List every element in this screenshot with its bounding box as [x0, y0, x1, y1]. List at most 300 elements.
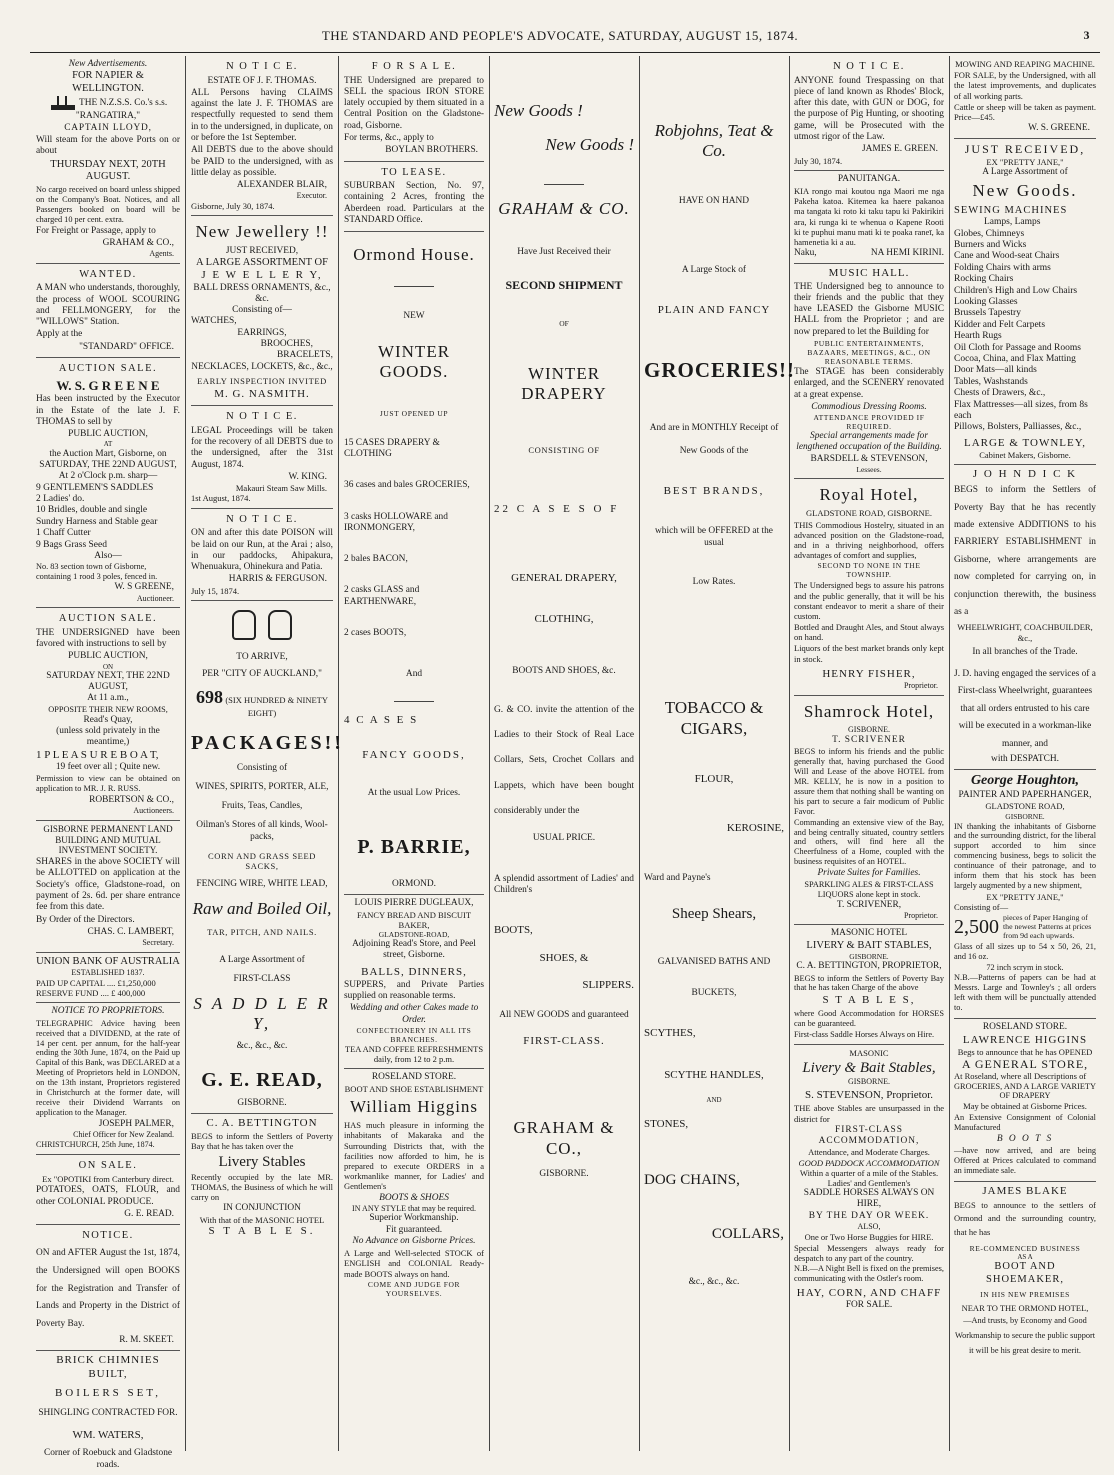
list-item: Kidder and Felt Carpets — [954, 319, 1046, 330]
ad-text: FOR SALE. — [845, 1300, 893, 1311]
ad-text: FIRST-CLASS. — [523, 1035, 605, 1048]
ad-text: RE-COMMENCED BUSINESS — [969, 1243, 1081, 1253]
ad-text: Adjoining Read's Store, and Peel street, Gisborne. — [352, 939, 476, 961]
ad-text: KEROSINE, — [726, 822, 784, 835]
ad-text: which will be OFFERED at the usual — [655, 526, 773, 548]
ad-signature: T. SCRIVENER, — [836, 899, 902, 910]
ad-text: NEAR TO THE ORMOND HOTEL, — [961, 1303, 1089, 1314]
list-item: Sundry Harness and Stable gear — [36, 516, 158, 527]
ad-title: NOTICE. — [82, 1230, 134, 1242]
ad-title: N O T I C E. — [226, 61, 298, 72]
ad-text: 1 P L E A S U R E B O A T, — [36, 748, 159, 761]
ad-text: And — [405, 669, 423, 680]
ad-text: The Undersigned begs to assure his patrons and the public generally, that it will be his constant endeavor to merit a share of their custom. — [794, 580, 944, 621]
column-6 — [790, 56, 948, 1451]
ad-jewellery — [191, 216, 333, 406]
list-item: Cocoa, China, and Flax Matting — [954, 353, 1076, 364]
ad-signature-role: Auctioneer. — [136, 593, 174, 603]
ad-text: Superior Workmanship. — [369, 1213, 459, 1224]
ad-title: ROSELAND STORE. — [371, 1072, 457, 1083]
ad-text: At 11 a.m., — [87, 693, 129, 704]
ad-signature: P. BARRIE, — [357, 836, 471, 859]
ad-text: Commanding an extensive view of the Bay, and being centrally situated, country settlers and others, will find here all the Cheerfulness of a Home, coupled with the business requisites of an HOTEL. — [794, 817, 944, 867]
ad-text: &c., &c., &c. — [688, 1277, 740, 1288]
ad-title: Ormond House. — [353, 245, 475, 265]
list-item: WATCHES, — [191, 316, 237, 327]
ad-text: THE Undersigned are prepared to SELL the spacious IRON STORE lately occupied by them situated in a Central Position on the Gladstone-road, Gisborne. — [344, 75, 484, 131]
ad-headline: WINTER DRAPERY — [521, 363, 607, 404]
ad-text: pieces of Paper Hanging of the newest Patterns at prices from 9d each upwards. — [1003, 912, 1092, 941]
ad-william-higgins — [344, 1069, 484, 1301]
ad-headline: New Goods. — [972, 181, 1078, 201]
ad-signature-role: Secretary. — [142, 938, 174, 948]
ad-text: Recently occupied by the late MR. THOMAS, the Business of which he will carry on — [191, 1171, 333, 1203]
ship-name: "RANGATIRA," — [75, 111, 141, 122]
ad-text: BEST BRANDS, — [663, 485, 765, 498]
column-7 — [950, 56, 1100, 1451]
ad-text: Consisting of— — [232, 305, 292, 316]
ad-text: SECOND TO NONE IN THE TOWNSHIP. — [817, 561, 921, 580]
ad-title: AUCTION SALE. — [58, 363, 158, 375]
ad-text: One or Two Horse Buggies for HIRE. — [804, 1231, 934, 1242]
ad-text: Glass of all sizes up to 54 x 50, 26, 21, and 16 oz. — [954, 941, 1096, 961]
ad-text: —And trusts, by Economy and Good Workmanship to secure the public support it will be his great desire to merit. — [954, 1316, 1096, 1356]
ad-signature: W. S GREENE, — [114, 582, 174, 593]
ad-headline: DOG CHAINS, — [644, 1172, 740, 1189]
ad-text: CONSISTING OF — [528, 444, 600, 455]
ad-text: At Roseland, where all Descriptions of — [954, 1071, 1087, 1082]
ad-text: GISBORNE. — [847, 725, 890, 734]
list-item: Rocking Chairs — [954, 274, 1014, 285]
list-item: 10 Bridles, double and single — [36, 505, 148, 516]
ad-text: And are in MONTHLY Receipt of — [649, 422, 779, 433]
masthead — [30, 28, 1090, 48]
ad-text: GLADSTONE ROAD, GISBORNE. — [806, 508, 932, 519]
ad-signature: GRAHAM & CO., — [513, 1118, 615, 1158]
ad-title: AUCTION SALE. — [58, 613, 158, 625]
ad-text: PAINTER AND PAPERHANGER, — [958, 790, 1092, 801]
ad-text: BEGS to inform the Settlers of Poverty Bay that he has taken Charge of the above — [794, 973, 944, 993]
ad-text: PLAIN AND FANCY — [657, 304, 771, 317]
ad-title: MASONIC — [849, 1048, 889, 1059]
column-1 — [32, 56, 184, 1470]
ad-text: BOOT AND SHOE ESTABLISHMENT — [344, 1083, 484, 1094]
ad-dugleaux — [344, 895, 484, 1069]
list-item: 1 Chaff Cutter — [36, 528, 91, 539]
ad-auction-saddles — [36, 358, 180, 608]
ad-headline: BOOT AND SHOEMAKER, — [986, 1261, 1064, 1285]
divider — [544, 184, 584, 185]
ad-text: Corner of Roebuck and Gladstone roads. — [43, 1448, 173, 1470]
ad-text: At 2 o'Clock p.m. sharp— — [58, 471, 158, 482]
ad-text: A Large Assortment of — [982, 166, 1068, 177]
ad-text: Liquors of the best market brands only kept in stock. — [794, 643, 944, 664]
ad-shamrock-hotel — [794, 696, 944, 926]
ad-title: NOTICE TO PROPRIETORS. — [51, 1006, 165, 1017]
ad-text: With that of the MASONIC HOTEL — [199, 1214, 325, 1225]
ad-title: JAMES BLAKE — [982, 1184, 1068, 1197]
ad-title: N O T I C E. — [833, 61, 905, 72]
ad-text: G. & CO. invite the attention of the Ladies to their Stock of Real Lace Collars, Sets, Crochet Collars and Lappets, which have been bought considerably under the — [494, 704, 634, 817]
ad-text: CLOTHING, — [534, 613, 594, 626]
list-item: NECKLACES, LOCKETS, &c., &c., — [191, 361, 333, 372]
ad-signature: G. E. READ, — [201, 1068, 323, 1091]
ad-text: ON — [102, 662, 114, 671]
list-item: Lamps, Lamps — [984, 217, 1041, 228]
ad-title: MOWING AND REAPING MACHINE. — [955, 59, 1095, 69]
ad-text: B O O T S — [996, 1133, 1054, 1144]
ad-title: N O T I C E. — [226, 513, 298, 525]
ad-napier — [36, 56, 180, 264]
ad-text: Has been instructed by the Executor in the Estate of the late J. F. THOMAS to sell by — [36, 394, 180, 427]
ad-text: the Auction Mart, Gisborne, on — [49, 448, 167, 459]
ad-text: LEGAL Proceedings will be taken for the recovery of all DEBTS due to the undersigned, after the 31st August, 1874. — [191, 425, 333, 470]
ad-text: S T A B L E S, — [822, 994, 916, 1007]
ad-text: For terms, &c., apply to — [344, 133, 434, 143]
ad-text: &c., &c., &c. — [236, 1040, 288, 1051]
list-item: 3 casks HOLLOWARE and IRONMONGERY, — [344, 511, 448, 533]
ad-title: PANUITANGA. — [837, 173, 901, 184]
ad-headline: PACKAGES!! — [191, 731, 344, 754]
ad-text: GLADSTONE ROAD, — [985, 801, 1065, 812]
ad-graham-drapery — [494, 56, 634, 1185]
ad-text: Gisborne, July 30, 1874. — [191, 201, 275, 211]
ad-text: Within a quarter of a mile of the Stables. — [799, 1167, 939, 1178]
ad-text: WHEELWRIGHT, COACHBUILDER, &c., — [957, 622, 1093, 643]
ad-text: RESERVE FUND .... £ 400,000 — [36, 988, 146, 999]
ad-text: GISBORNE. — [1005, 811, 1045, 821]
ad-headline: GROCERIES!! — [644, 357, 796, 382]
ad-signature: M. G. NASMITH. — [214, 388, 310, 401]
list-item: BRACELETS, — [277, 350, 333, 361]
ad-text: FANCY BREAD AND BISCUIT BAKER, — [356, 909, 472, 930]
ad-text: TO ARRIVE, — [236, 652, 288, 663]
ad-text: 72 inch scrym in stock. — [986, 962, 1064, 972]
ad-title: BRICK CHIMNIES BUILT, — [56, 1354, 160, 1380]
ad-text: BALL DRESS ORNAMENTS, &c., &c. — [193, 282, 331, 304]
ad-text: AND — [706, 1095, 722, 1104]
ad-text: USUAL PRICE. — [532, 832, 596, 843]
ad-signature: HENRY FISHER, — [822, 667, 916, 680]
ad-text: PUBLIC AUCTION, — [68, 429, 148, 440]
ad-headline: Livery & Bait Stables, — [802, 1059, 936, 1076]
ad-title: Robjohns, Teat & Co. — [654, 121, 774, 161]
ad-royal-hotel — [794, 479, 944, 696]
ad-text: Begs to announce that he has OPENED — [957, 1046, 1093, 1057]
ad-signature: GRAHAM & CO., — [102, 237, 174, 248]
section-label: New Advertisements. — [68, 59, 148, 69]
ad-text: PER "CITY OF AUCKLAND," — [202, 669, 322, 680]
ad-text: AS A — [1017, 1252, 1033, 1261]
masthead-rule — [30, 52, 1100, 53]
ad-title: N O T I C E. — [226, 411, 298, 423]
ad-packages — [191, 601, 344, 1114]
list-item: 15 CASES DRAPERY & CLOTHING — [344, 437, 440, 460]
ad-text: Apply at the — [36, 329, 83, 340]
column-5 — [640, 56, 796, 1451]
pointing-hand-icon — [268, 610, 292, 640]
ad-signature: S. STEVENSON, Proprietor. — [804, 1089, 934, 1102]
ad-text: with DESPATCH. — [991, 753, 1059, 764]
ad-headline: S A D D L E R Y, — [193, 993, 331, 1034]
ad-text: ALL Persons having CLAIMS against the late J. F. THOMAS are respectfully requested to send them in to the undersigned, in duplicate, on or before the 1st September. — [191, 87, 333, 143]
ad-text: Consisting of — [236, 762, 288, 773]
ad-signature-role: Chief Officer for New Zealand. — [73, 1130, 174, 1140]
ad-title: ROSELAND STORE. — [982, 1022, 1068, 1033]
list-item: 9 Bags Grass Seed — [36, 539, 107, 550]
ad-text: SCYTHES, — [644, 1027, 696, 1040]
ad-title: C. A. BETTINGTON — [206, 1117, 318, 1130]
column-3 — [340, 56, 488, 1451]
ad-text: (unless sold privately in the meantime,) — [56, 726, 160, 748]
ad-notice-skeet — [36, 1225, 180, 1351]
ad-title: MUSIC HALL. — [828, 267, 910, 280]
ad-text: CORN AND GRASS SEED SACKS, — [208, 850, 316, 872]
ad-text: No Advance on Gisborne Prices. — [352, 1236, 476, 1246]
ad-signature: ALEXANDER BLAIR, — [236, 180, 327, 191]
ad-text: (SIX HUNDRED & NINETY EIGHT) — [225, 694, 329, 719]
ad-text: POTATOES, OATS, FLOUR, and other COLONIAL PRODUCE. — [36, 1185, 180, 1207]
ad-signature-role: Agents. — [149, 249, 174, 259]
ad-text: CONFECTIONERY IN ALL ITS BRANCHES. — [356, 1026, 472, 1045]
ad-text: BOILERS SET, — [54, 1386, 162, 1399]
list-item: Hearth Rugs — [954, 331, 1002, 342]
ad-masonic-livery — [794, 1045, 944, 1315]
ad-signature-role: Lessees. — [856, 465, 882, 474]
ad-notice-proprietors — [36, 1003, 180, 1154]
ad-building-society — [36, 821, 180, 953]
ad-text: Wedding and other Cakes made to Order. — [349, 1003, 479, 1025]
ad-text: OPPOSITE THEIR NEW ROOMS, — [48, 704, 168, 714]
ad-text: All NEW GOODS and guaranteed — [499, 1010, 629, 1021]
ad-mowing-machine — [954, 56, 1096, 139]
list-item: Folding Chairs with arms — [954, 262, 1051, 273]
ad-text: No cargo received on board unless shipped on the Company's Boat. Notices, and all Passengers booked on board will be charged 10 per cent. extra. — [36, 184, 180, 224]
list-item: No. 83 section town of Gisborne, containing 1 rood 3 poles, fenced in. — [36, 562, 158, 582]
ad-text: HAS much pleasure in informing the inhabitants of Makaraka and the Surrounding Districts that, with the facilities now afforded to him, he is prepared to execute ORDERS in a workmanlike manner, for Ladies' and Gentlemen's — [344, 1120, 484, 1192]
ad-text: HAVE ON HAND — [678, 195, 750, 206]
ad-signature-role: Cabinet Makers, Gisborne. — [979, 449, 1071, 460]
list-item: Tables, Washstands — [954, 376, 1028, 387]
ad-signature: ROBERTSON & CO., — [89, 794, 174, 805]
ad-signature-role: Proprietor. — [904, 681, 938, 691]
list-item: Oil Cloth for Passage and Rooms — [954, 342, 1081, 353]
ad-text: Ward and Payne's — [644, 873, 711, 884]
ship-icon — [49, 95, 77, 111]
ad-text: THE UNDERSIGNED have been favored with instructions to sell by — [36, 627, 180, 649]
ad-roseland-store — [954, 1019, 1096, 1181]
ad-text: J E W E L L E R Y, — [201, 269, 323, 282]
ad-panuitanga — [794, 171, 944, 265]
column-4 — [490, 56, 638, 1451]
divider — [394, 701, 434, 702]
ad-headline: Livery Stables — [218, 1153, 306, 1170]
ad-text: TEA AND COFFEE REFRESHMENTS daily, from 12 to 2 p.m. — [344, 1044, 484, 1065]
list-item: 36 cases and bales GROCERIES, — [344, 480, 470, 491]
ad-text: SUPPERS, and Private Parties supplied on reasonable terms. — [344, 979, 484, 1002]
ad-title: WANTED. — [79, 268, 137, 280]
ad-text: Naku, — [794, 248, 817, 259]
ad-title: JUST RECEIVED, — [964, 142, 1086, 157]
ad-text: SUBURBAN Section, No. 97, containing 2 Acres, fronting the Aberdeen road. Particulars at the STANDARD Office. — [344, 181, 484, 225]
ad-text: OF — [559, 318, 569, 328]
ad-text: JUST OPENED UP — [379, 408, 449, 418]
ad-text: May be obtained at Gisborne Prices. — [963, 1101, 1087, 1112]
ad-text: PUBLIC AUCTION, — [68, 651, 148, 662]
ad-text: Fruits, Teas, Candles, — [221, 801, 303, 812]
list-item: Burners and Wicks — [954, 240, 1027, 251]
ad-text: FOR SALE, by the Undersigned, with all the latest improvements, and duplicates of all working parts. — [954, 70, 1096, 101]
ad-text: Fit guaranteed. — [385, 1224, 443, 1235]
ad-text: A LARGE ASSORTMENT OF — [196, 256, 328, 268]
ad-subtitle: ESTATE OF J. F. THOMAS. — [207, 75, 317, 86]
ad-text: Commodious Dressing Rooms. — [811, 401, 927, 412]
ad-masonic-hotel — [794, 925, 944, 1045]
ad-text: ON and after this date POISON will be laid on our Run, at the Arai ; also, in our paddocks, Ahipakura, Whenuakura, Ohinekura and Patia. — [191, 528, 333, 573]
paper-count: 2,500 — [954, 915, 999, 938]
ad-legal-notice — [191, 406, 333, 508]
ad-text: ON and AFTER August the 1st, 1874, the Undersigned will open BOOKS for the Registration and Transfer of Lands and Property in the District of Poverty Bay. — [36, 1247, 180, 1330]
ad-union-bank — [36, 953, 180, 1004]
ad-text: SHARES in the above SOCIETY will be ALLOTTED on application at the Society's office, Gladstone-road, on payment of 2s. 6d. per share entrance fee from this date. — [36, 857, 180, 913]
ad-headline: Sheep Shears, — [671, 905, 757, 922]
ad-text: FANCY GOODS, — [362, 748, 466, 761]
ad-title: GISBORNE PERMANENT LAND BUILDING AND MUTUAL INVESTMENT SOCIETY. — [43, 823, 173, 856]
ad-text: Low Rates. — [692, 577, 736, 588]
ad-headline: COLLARS, — [711, 1226, 784, 1243]
ad-text: SCYTHE HANDLES, — [664, 1068, 764, 1081]
ad-text: GISBORNE. — [539, 1169, 589, 1180]
ad-text: N.B.—A Night Bell is fixed on the premises, communicating with the Ostler's room. — [794, 1264, 944, 1284]
column-divider — [185, 56, 186, 1451]
ad-headline: BALLS, DINNERS, — [361, 965, 467, 978]
ad-text: ESTABLISHED 1837. — [71, 968, 145, 978]
ad-text: THIS Commodious Hostelry, situated in an advanced position on the Gladstone-road, and in a thriving neighborhood, offers advantages of comfort and supplies, — [794, 519, 944, 561]
ad-text: IN HIS NEW PREMISES — [980, 1290, 1070, 1300]
ad-signature: CHAS. C. LAMBERT, — [87, 926, 174, 937]
ad-text: SADDLE HORSES ALWAYS ON HIRE, — [803, 1188, 935, 1210]
ad-text: Will steam for the above Ports on or about — [36, 135, 180, 157]
masthead-title: THE STANDARD AND PEOPLE'S ADVOCATE, SATURDAY, AUGUST 15, 1874. — [321, 28, 799, 43]
ad-text: Oilman's Stores of all kinds, Wool-packs, — [196, 820, 328, 842]
ad-title: J O H N D I C K — [972, 468, 1078, 481]
ad-text: Read's Quay, — [83, 714, 133, 725]
ad-text: PAID UP CAPITAL .... £1,250,000 — [36, 977, 156, 988]
ad-headline: New Goods ! — [545, 135, 634, 155]
ad-text: GOOD PADDOCK ACCOMMODATION — [798, 1157, 940, 1168]
ad-text: T. SCRIVENER — [832, 734, 906, 745]
ad-text: Attendance, and Moderate Charges. — [808, 1147, 930, 1158]
ad-brick-chimnies — [36, 1351, 180, 1475]
ad-text: THE above Stables are unsurpassed in the district for — [794, 1103, 944, 1124]
ad-text: A Large and Well-selected STOCK of ENGLISH and COLONIAL Ready-made BOOTS always on hand. — [344, 1248, 484, 1279]
ad-signature: W. S. GREENE. — [1028, 123, 1090, 134]
ad-estate-thomas — [191, 56, 333, 216]
ad-text: Bottled and Draught Ales, and Stout always on hand. — [794, 622, 944, 643]
ad-headline: HAY, CORN, AND CHAFF — [796, 1287, 942, 1300]
ad-signature-role: Auctioneers. — [133, 806, 174, 816]
ad-text: First-class Saddle Horses Always on Hire. — [794, 1029, 935, 1039]
list-item: 2 cases BOOTS, — [344, 627, 407, 638]
list-item: 2 casks GLASS and EARTHENWARE, — [344, 585, 420, 607]
ad-signature: BOYLAN BROTHERS. — [385, 145, 478, 156]
ad-text: EARLY INSPECTION INVITED — [197, 375, 327, 386]
ad-text: PUBLIC ENTERTAINMENTS, BAZAARS, MEETINGS, &C., ON REASONABLE TERMS. — [807, 339, 931, 367]
ad-title: TO LEASE. — [381, 166, 447, 178]
list-item: BROOCHES, — [260, 339, 313, 350]
ad-signature: R. M. SKEET. — [119, 1335, 174, 1346]
ad-title: George Houghton, — [970, 773, 1080, 789]
ad-text: N.B.—Patterns of papers can be had at Messrs. Large and Townley's ; all orders left with them will be punctually attended to. — [954, 973, 1096, 1013]
list-item: Door Mats—all kinds — [954, 365, 1037, 376]
ad-text: Ex "OPOTIKI from Canterbury direct. — [42, 1174, 174, 1185]
ad-text: SPARKLING ALES & FIRST-CLASS LIQUORS alone kept in stock. — [804, 879, 934, 899]
ad-headline: WINTER GOODS. — [377, 341, 451, 382]
ad-signature-role: Proprietor. — [904, 910, 938, 920]
ad-music-hall — [794, 264, 944, 479]
ad-text: 1st August, 1874. — [191, 493, 251, 504]
ad-text: Cattle or sheep will be taken as payment. Price—£45. — [954, 101, 1096, 122]
package-count: 698 — [195, 686, 223, 707]
ad-john-dick — [954, 465, 1096, 770]
ad-text: COME AND JUDGE FOR YOURSELVES. — [367, 1279, 461, 1298]
ad-signature: JAMES E. GREEN. — [861, 144, 938, 155]
ad-to-lease — [344, 162, 484, 233]
ad-title: Royal Hotel, — [819, 485, 919, 504]
ad-text: A splendid assortment of Ladies' and Children's — [494, 873, 634, 896]
ad-signature: BARSDELL & STEVENSON, — [810, 453, 928, 464]
ad-title: FOR NAPIER & WELLINGTON. — [72, 70, 144, 94]
ad-text: ALSO, — [857, 1221, 881, 1231]
page-number: 3 — [1083, 28, 1090, 42]
ad-text: SATURDAY, THE 22ND AUGUST, — [39, 460, 177, 471]
ad-text: FENCING WIRE, WHITE LEAD, — [196, 879, 328, 890]
ad-text: S T A B L E S. — [208, 1224, 316, 1237]
ad-text: FIRST-CLASS — [233, 974, 291, 985]
list-item: EARRINGS, — [237, 327, 287, 338]
ad-text: ATTENDANCE PROVIDED IF REQUIRED. — [813, 413, 925, 432]
ad-text: JUST RECEIVED, — [225, 245, 299, 256]
list-item: Also— — [94, 550, 122, 561]
list-item: Globes, Chimneys — [954, 228, 1025, 239]
ad-text: FIRST-CLASS ACCOMMODATION, — [818, 1124, 920, 1147]
ad-text: FLOUR, — [694, 773, 734, 786]
ad-text: BUCKETS, — [691, 988, 737, 999]
ad-robjohns-teat — [644, 56, 796, 1293]
ad-text: In all branches of the Trade. — [972, 646, 1078, 657]
ad-text: A MAN who understands, thoroughly, the process of WOOL SCOURING and FELLMONGERY, for the "WILLOWS" Station. — [36, 283, 180, 328]
ad-text: GROCERIES, AND A LARGE VARIETY OF DRAPERY — [954, 1081, 1096, 1101]
ad-headline: SECOND SHIPMENT — [505, 278, 623, 293]
ad-ormond-house — [344, 232, 484, 895]
ad-text: Special arrangements made for lengthened occupation of the Building. — [796, 431, 942, 453]
ad-bettington — [191, 1114, 333, 1242]
list-item: Cane and Wood-seat Chairs — [954, 251, 1060, 262]
ad-title: LOUIS PIERRE DUGLEAUX, — [354, 898, 474, 909]
ad-text: —have now arrived, and are being Offered at Prices calculated to command an immediate sale. — [954, 1145, 1096, 1175]
ad-auction-boat — [36, 608, 180, 821]
ad-title: UNION BANK OF AUSTRALIA — [36, 955, 180, 967]
ad-text: 22 C A S E S O F — [494, 502, 620, 515]
list-item: Chests of Drawers, &c., — [954, 388, 1046, 399]
auctioneer-name: W. S. G R E E N E — [56, 377, 160, 393]
ad-text: KIA rongo mai koutou nga Maori me nga Pakeha katoa. Kitemea ka haere pakanoa ma tangata ki roto ki taku tapu ki Pakirikiri ara, ki runga ki te whenua o Kapene Rooti ki te puphui manu mati ki te poaka raneī, ka hamenetia ki a au. — [794, 186, 944, 247]
ad-text: Makauri Steam Saw Mills. — [235, 483, 327, 494]
ad-signature: WM. WATERS, — [72, 1429, 144, 1442]
ad-title: Shamrock Hotel, — [803, 701, 935, 721]
ad-text: ORMOND. — [391, 879, 436, 890]
ad-text: TAR, PITCH, AND NAILS. — [207, 927, 317, 937]
